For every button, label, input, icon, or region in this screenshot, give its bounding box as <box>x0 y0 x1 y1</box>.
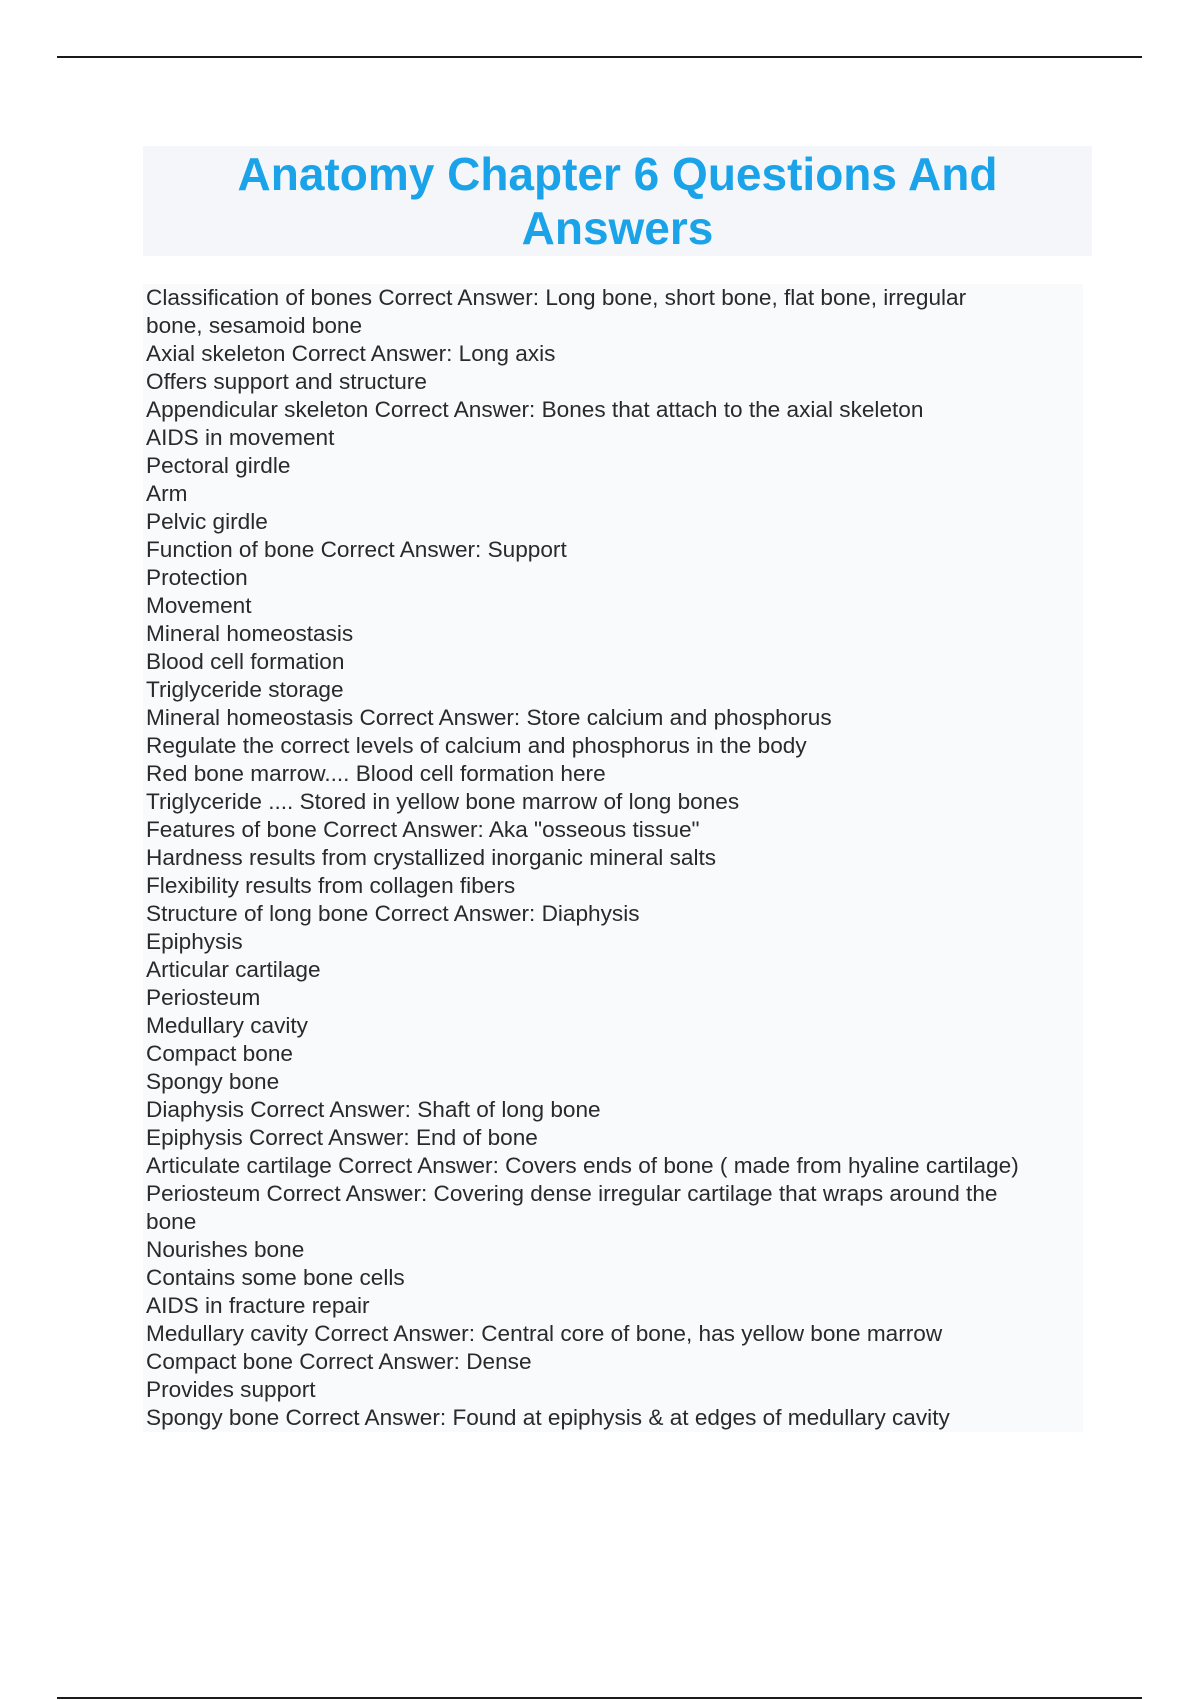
text-line: Function of bone Correct Answer: Support <box>146 537 567 562</box>
text-line: Medullary cavity Correct Answer: Central core of bone, has yellow bone marrow <box>146 1321 943 1346</box>
text-line: Appendicular skeleton Correct Answer: Bones that attach to the axial skeleton <box>146 397 924 422</box>
text-line: Triglyceride .... Stored in yellow bone marrow of long bones <box>146 789 740 814</box>
text-line: Periosteum Correct Answer: Covering dense irregular cartilage that wraps around the <box>146 1181 998 1206</box>
text-line: Epiphysis <box>146 929 243 954</box>
text-line: Epiphysis Correct Answer: End of bone <box>146 1125 538 1150</box>
text-line: bone <box>146 1209 197 1234</box>
text-line: Periosteum <box>146 985 261 1010</box>
text-line: Medullary cavity <box>146 1013 308 1038</box>
text-line: Movement <box>146 593 252 618</box>
text-line: Spongy bone Correct Answer: Found at epiphysis & at edges of medullary cavity <box>146 1405 950 1430</box>
document-title: Anatomy Chapter 6 Questions And Answers <box>237 148 998 254</box>
text-line: Features of bone Correct Answer: Aka "osseous tissue" <box>146 817 700 842</box>
text-line: Compact bone <box>146 1041 293 1066</box>
text-line: AIDS in movement <box>146 425 335 450</box>
text-line: Flexibility results from collagen fibers <box>146 873 516 898</box>
text-line: Structure of long bone Correct Answer: Diaphysis <box>146 901 640 926</box>
text-line: Mineral homeostasis <box>146 621 354 646</box>
text-line: Axial skeleton Correct Answer: Long axis <box>146 341 556 366</box>
text-line: Blood cell formation <box>146 649 345 674</box>
text-line: bone, sesamoid bone <box>146 313 363 338</box>
text-line: Nourishes bone <box>146 1237 305 1262</box>
text-line: Articular cartilage <box>146 957 321 982</box>
qa-text-block <box>143 284 1083 1432</box>
text-line: Hardness results from crystallized inorganic mineral salts <box>146 845 717 870</box>
text-line: Offers support and structure <box>146 369 427 394</box>
text-line: Protection <box>146 565 248 590</box>
text-line: Contains some bone cells <box>146 1265 405 1290</box>
text-line: Arm <box>146 481 188 506</box>
text-line: Pectoral girdle <box>146 453 291 478</box>
text-line: Compact bone Correct Answer: Dense <box>146 1349 532 1374</box>
text-line: Pelvic girdle <box>146 509 268 534</box>
bottom-rule <box>57 1697 1142 1699</box>
text-line: AIDS in fracture repair <box>146 1293 370 1318</box>
text-line: Articulate cartilage Correct Answer: Covers ends of bone ( made from hyaline cartilage) <box>146 1153 1019 1178</box>
text-line: Regulate the correct levels of calcium and phosphorus in the body <box>146 733 807 758</box>
text-line: Spongy bone <box>146 1069 280 1094</box>
text-line: Red bone marrow.... Blood cell formation here <box>146 761 606 786</box>
text-line: Classification of bones Correct Answer: Long bone, short bone, flat bone, irregular <box>146 285 967 310</box>
text-line: Triglyceride storage <box>146 677 344 702</box>
text-line: Provides support <box>146 1377 316 1402</box>
text-line: Diaphysis Correct Answer: Shaft of long bone <box>146 1097 601 1122</box>
top-rule <box>57 56 1142 58</box>
title-banner <box>143 146 1092 256</box>
text-line: Mineral homeostasis Correct Answer: Store calcium and phosphorus <box>146 705 832 730</box>
